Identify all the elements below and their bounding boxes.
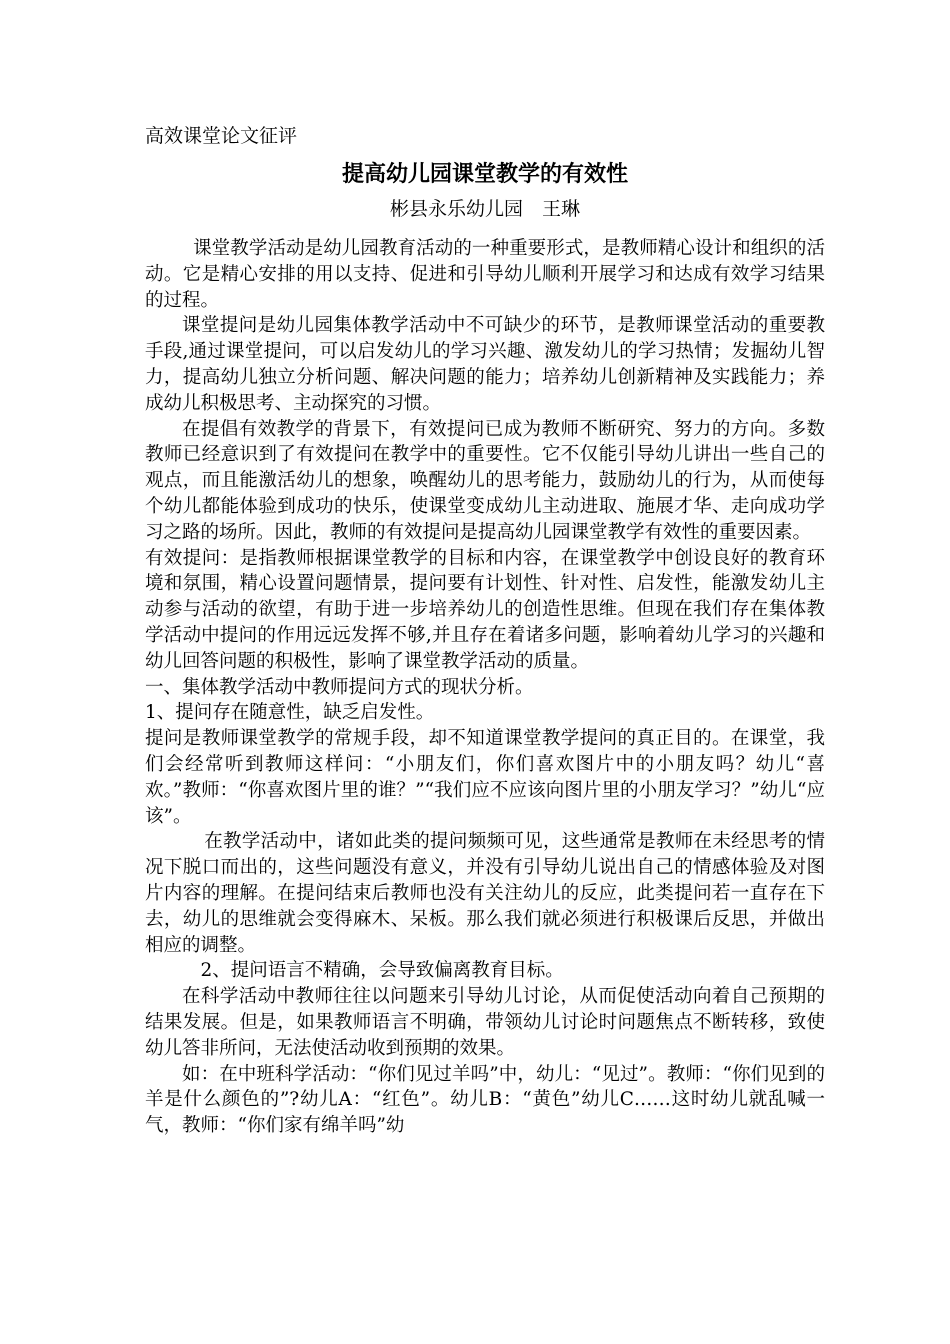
document-page — [145, 124, 825, 1139]
paragraph-example-1: 提问是教师课堂教学的常规手段，却不知道课堂教学提问的真正目的。在课堂，我们会经常听到教师这样问：“小朋友们，你们喜欢图片中的小朋友吗？幼儿“喜欢。”教师：“你喜欢图片里的谁？”“我们应不应该向图片里的小朋友学习？”幼儿“应该”。 — [145, 728, 825, 827]
paragraph-analysis-1: 在教学活动中，诸如此类的提问频频可见，这些通常是教师在未经思考的情况下脱口而出的，这些问题没有意义，并没有引导幼儿说出自己的情感体验及对图片内容的理解。在提问结束后教师也没有关注幼儿的反应，此类提问若一直存在下去，幼儿的思维就会变得麻木、呆板。那么我们就必须进行积极课后反思，并做出相应的调整。 — [145, 831, 825, 956]
author-line: 彬县永乐幼儿园 王琳 — [389, 198, 580, 220]
subsection-heading-1: 1、提问存在随意性，缺乏启发性。 — [145, 702, 435, 724]
paragraph-example-2: 如：在中班科学活动：“你们见过羊吗”中，幼儿：“见过”。教师：“你们见到的羊是什么颜色的”?幼儿A：“红色”。幼儿B：“黄色”幼儿C……这时幼儿就乱喊一气，教师：“你们家有绵羊吗”幼 — [145, 1063, 825, 1137]
section-header-label: 高效课堂论文征评 — [145, 125, 298, 147]
subsection-heading-2: 2、提问语言不精确，会导致偏离教育目标。 — [200, 960, 564, 982]
paragraph-background: 在提倡有效教学的背景下，有效提问已成为教师不断研究、努力的方向。多数教师已经意识到了有效提问在教学中的重要性。它不仅能引导幼儿讲出一些自己的观点，而且能激活幼儿的想象，唤醒幼儿的思考能力，鼓励幼儿的行为，从而使每个幼儿都能体验到成功的快乐，使课堂变成幼儿主动进取、施展才华、走向成功学习之路的场所。因此，教师的有效提问是提高幼儿园课堂教学有效性的重要因素。 — [145, 418, 825, 543]
document-body — [145, 236, 825, 1139]
paragraph-definition: 有效提问：是指教师根据课堂教学的目标和内容，在课堂教学中创设良好的教育环境和氛围，精心设置问题情景，提问要有计划性、针对性、启发性，能激发幼儿主动参与活动的欲望，有助于进一步培养幼儿的创造性思维。但现在我们存在集体教学活动中提问的作用远远发挥不够,并且存在着诸多问题，影响着幼儿学习的兴趣和幼儿回答问题的积极性，影响了课堂教学活动的质量。 — [145, 547, 825, 672]
paragraph-science-activity: 在科学活动中教师往往以问题来引导幼儿讨论，从而促使活动向着自己预期的结果发展。但是，如果教师语言不明确，带领幼儿讨论时问题焦点不断转移，致使幼儿答非所问，无法使活动收到预期的效果。 — [145, 986, 825, 1059]
paragraph-questioning: 课堂提问是幼儿园集体教学活动中不可缺少的环节，是教师课堂活动的重要教手段,通过课堂提问，可以启发幼儿的学习兴趣、激发幼儿的学习热情；发掘幼儿智力，提高幼儿独立分析问题、解决问题的能力；培养幼儿创新精神及实践能力；养成幼儿积极思考、主动探究的习惯。 — [145, 315, 825, 414]
paragraph-intro: 课堂教学活动是幼儿园教育活动的一种重要形式，是教师精心设计和组织的活动。它是精心安排的用以支持、促进和引导幼儿顺利开展学习和达成有效学习结果的过程。 — [145, 238, 825, 311]
document-title: 提高幼儿园课堂教学的有效性 — [341, 162, 628, 187]
section-heading-1: 一、集体教学活动中教师提问方式的现状分析。 — [145, 676, 534, 698]
